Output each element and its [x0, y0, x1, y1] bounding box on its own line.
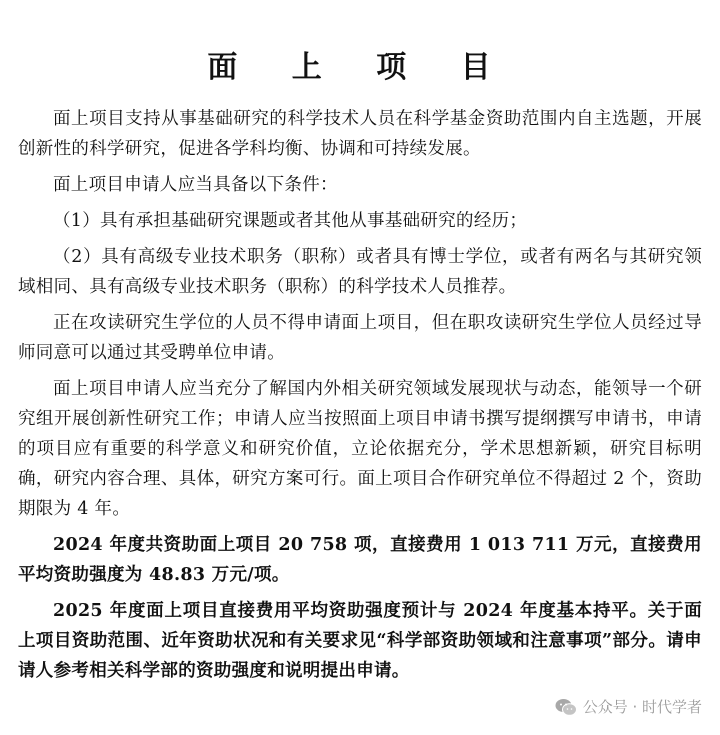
document-body — [18, 104, 702, 686]
paragraph-requirements: 面上项目申请人应当充分了解国内外相关研究领域发展现状与动态，能领导一个研究组开展创新性研究工作；申请人应当按照面上项目申请书撰写提纲撰写申请书，申请的项目应有重要的科学意义和研究价值，立论依据充分，学术思想新颖，研究目标明确，研究内容合理、具体，研究方案可行。面上项目合作研究单位不得超过 2 个，资助期限为 4 年。 — [18, 379, 702, 519]
wechat-icon — [555, 698, 577, 716]
paragraph-condition-2: （2）具有高级专业技术职务（职称）或者具有博士学位，或者有两名与其研究领域相同、具有高级专业技术职务（职称）的科学技术人员推荐。 — [18, 247, 702, 297]
paragraph-students: 正在攻读研究生学位的人员不得申请面上项目，但在职攻读研究生学位人员经过导师同意可以通过其受聘单位申请。 — [18, 313, 702, 363]
paragraph-2024-funding: 2024 年度共资助面上项目 20 758 项，直接费用 1 013 711 万元，直接费用平均资助强度为 48.83 万元/项。 — [18, 535, 702, 585]
watermark — [555, 696, 702, 717]
paragraph-conditions-heading: 面上项目申请人应当具备以下条件： — [53, 175, 338, 195]
paragraph-intro: 面上项目支持从事基础研究的科学技术人员在科学基金资助范围内自主选题，开展创新性的科学研究，促进各学科均衡、协调和可持续发展。 — [18, 109, 702, 159]
document-title: 面 上 项 目 — [207, 50, 513, 85]
paragraph-2025-funding: 2025 年度面上项目直接费用平均资助强度预计与 2024 年度基本持平。关于面上项目资助范围、近年资助状况和有关要求见“科学部资助领域和注意事项”部分。请申请人参考相关科学部的资助强度和说明提出申请。 — [18, 601, 702, 681]
watermark-text: 公众号 · 时代学者 — [582, 698, 702, 716]
paragraph-condition-1: （1）具有承担基础研究课题或者其他从事基础研究的经历； — [53, 211, 528, 231]
